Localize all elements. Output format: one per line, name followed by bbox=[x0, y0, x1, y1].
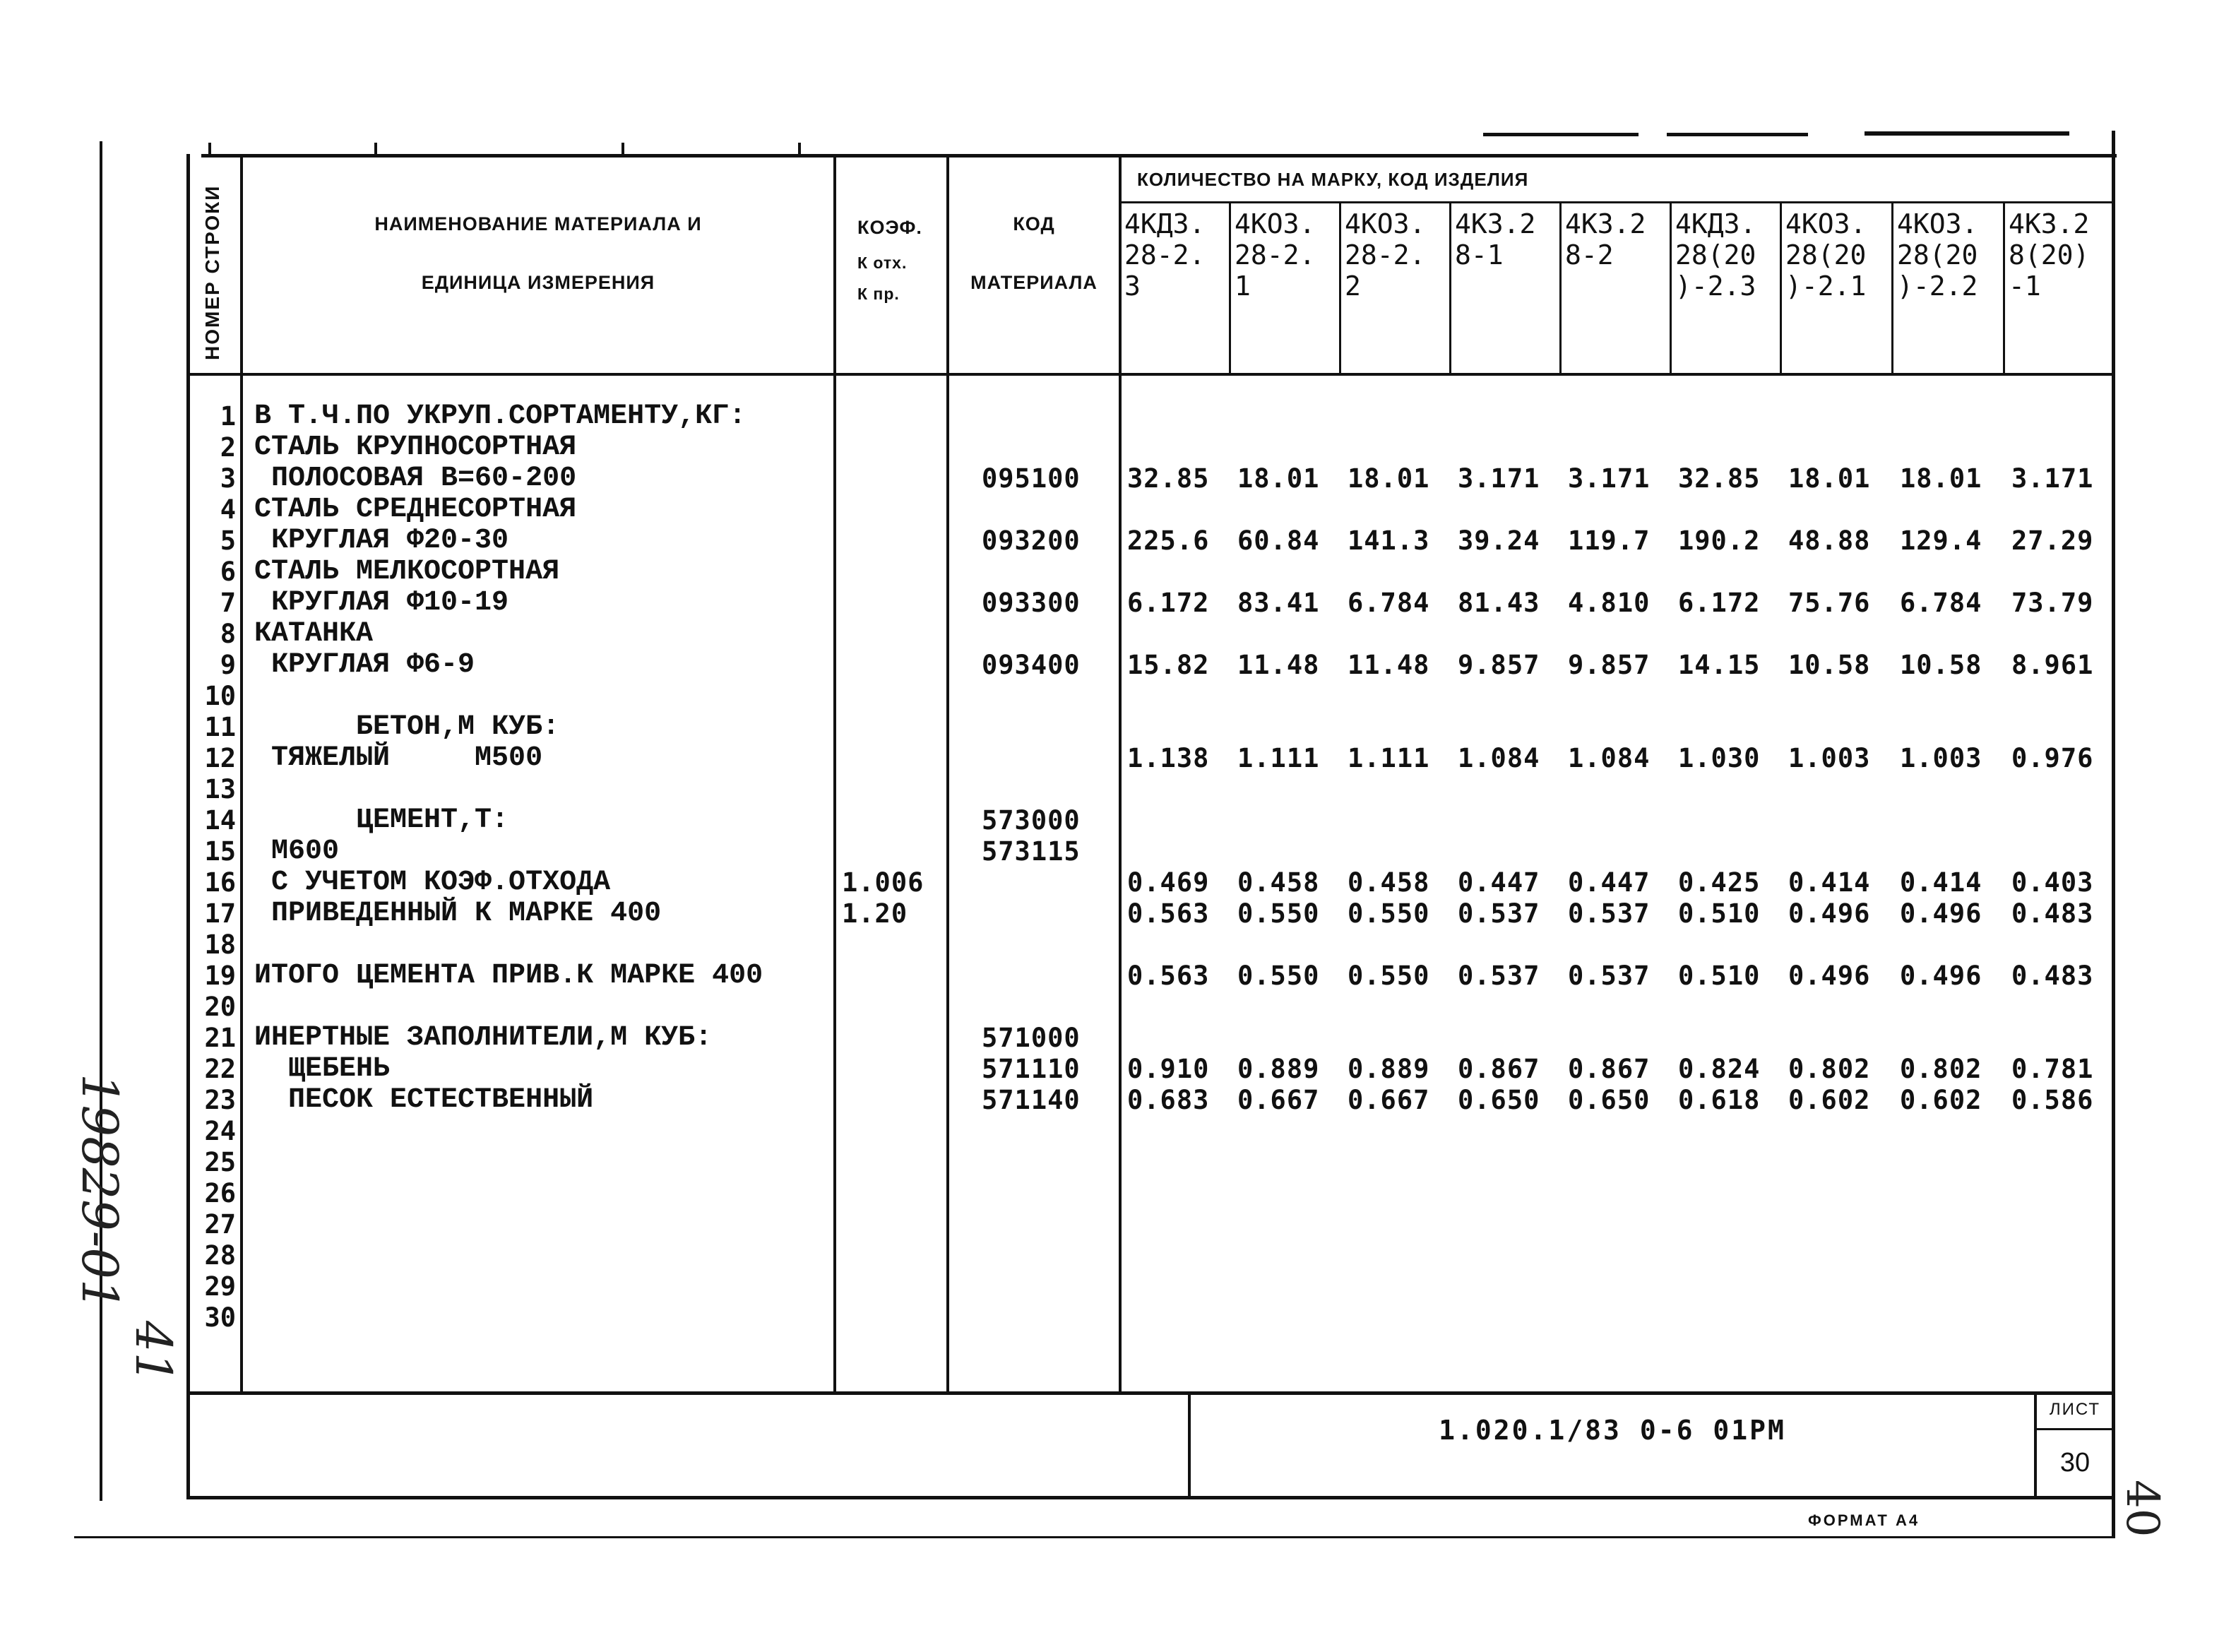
col-sep-mark-4 bbox=[1449, 203, 1451, 374]
mark-header: 4КОЗ. 28-2. 1 bbox=[1235, 208, 1316, 302]
material-name: КАТАНКА bbox=[254, 618, 374, 650]
quantity-cell: 18.01 bbox=[1900, 463, 1982, 494]
material-code: 573115 bbox=[982, 836, 1081, 867]
quantity-cell: 0.447 bbox=[1458, 867, 1540, 898]
material-code: 093400 bbox=[982, 650, 1081, 680]
material-header-line1: НАИМЕНОВАНИЕ МАТЕРИАЛА И bbox=[374, 213, 702, 234]
top-tick bbox=[374, 143, 377, 155]
row-number: 9 bbox=[220, 650, 236, 680]
material-name: СТАЛЬ СРЕДНЕСОРТНАЯ bbox=[254, 494, 577, 525]
coef-header-line2: К отх. bbox=[857, 254, 908, 273]
row-number: 28 bbox=[204, 1240, 236, 1271]
quantity-cell: 18.01 bbox=[1237, 463, 1320, 494]
quantity-cell: 32.85 bbox=[1127, 463, 1210, 494]
material-code: 571140 bbox=[982, 1085, 1081, 1115]
quantity-cell: 3.171 bbox=[1458, 463, 1540, 494]
quantity-cell: 1.084 bbox=[1458, 743, 1540, 773]
material-name: КРУГЛАЯ Ф10-19 bbox=[254, 587, 509, 619]
quantity-cell: 10.58 bbox=[1788, 650, 1871, 680]
quantity-cell: 81.43 bbox=[1458, 588, 1540, 618]
col-sep-mark-7 bbox=[1780, 203, 1782, 374]
material-name: ТЯЖЕЛЫЙ М500 bbox=[254, 742, 543, 774]
quantity-cell: 14.15 bbox=[1678, 650, 1761, 680]
quantity-cell: 0.824 bbox=[1678, 1054, 1761, 1084]
row-number: 22 bbox=[204, 1054, 236, 1084]
quantity-cell: 0.483 bbox=[2011, 898, 2094, 929]
material-header bbox=[243, 212, 833, 295]
material-name: КРУГЛАЯ Ф6-9 bbox=[254, 649, 475, 681]
table-left-border bbox=[186, 154, 190, 1496]
sheet-label: ЛИСТ bbox=[2049, 1400, 2101, 1419]
mark-header: 4КОЗ. 28(20 )-2.1 bbox=[1785, 208, 1867, 302]
row-number: 11 bbox=[204, 712, 236, 742]
quantity-cell: 0.469 bbox=[1127, 867, 1210, 898]
quantity-cell: 0.683 bbox=[1127, 1085, 1210, 1115]
mark-header: 4КДЗ. 28-2. 3 bbox=[1124, 208, 1206, 302]
row-number: 14 bbox=[204, 805, 236, 836]
col-sep-material bbox=[833, 157, 836, 1393]
top-tick bbox=[208, 143, 211, 155]
mark-header: 4КЗ.2 8-1 bbox=[1455, 208, 1536, 271]
row-number: 27 bbox=[204, 1209, 236, 1240]
material-name: СТАЛЬ МЕЛКОСОРТНАЯ bbox=[254, 556, 560, 588]
quantity-cell: 60.84 bbox=[1237, 525, 1320, 556]
quantity-cell: 3.171 bbox=[2011, 463, 2094, 494]
quantity-cell: 0.889 bbox=[1348, 1054, 1430, 1084]
col-sep-mark-8 bbox=[1891, 203, 1893, 374]
page-handwritten: 41 bbox=[124, 1321, 182, 1384]
quantity-cell: 0.802 bbox=[1788, 1054, 1871, 1084]
material-name: ЦЕМЕНТ,Т: bbox=[254, 804, 509, 836]
row-number: 18 bbox=[204, 929, 236, 960]
mark-header: 4КДЗ. 28(20 )-2.3 bbox=[1675, 208, 1756, 302]
waste-coefficient: 1.20 bbox=[842, 898, 908, 929]
table-bottom-border bbox=[186, 1391, 2115, 1395]
quantity-cell: 0.414 bbox=[1788, 867, 1871, 898]
material-name: ПЕСОК ЕСТЕСТВЕННЫЙ bbox=[254, 1084, 594, 1116]
row-number: 5 bbox=[220, 525, 236, 556]
col-sep-mark-6 bbox=[1670, 203, 1672, 374]
quantity-cell: 119.7 bbox=[1568, 525, 1651, 556]
material-name: БЕТОН,М КУБ: bbox=[254, 711, 560, 743]
row-number: 26 bbox=[204, 1178, 236, 1208]
quantity-cell: 39.24 bbox=[1458, 525, 1540, 556]
top-stamp-mark bbox=[1865, 131, 2069, 136]
quantity-cell: 48.88 bbox=[1788, 525, 1871, 556]
quantity-cell: 0.563 bbox=[1127, 898, 1210, 929]
quantity-cell: 0.563 bbox=[1127, 961, 1210, 991]
quantity-cell: 18.01 bbox=[1788, 463, 1871, 494]
material-name: В Т.Ч.ПО УКРУП.СОРТАМЕНТУ,КГ: bbox=[254, 400, 747, 432]
quantity-cell: 0.537 bbox=[1568, 961, 1651, 991]
row-number: 13 bbox=[204, 774, 236, 804]
quantity-cell: 1.003 bbox=[1900, 743, 1982, 773]
material-name: ИНЕРТНЫЕ ЗАПОЛНИТЕЛИ,М КУБ: bbox=[254, 1022, 713, 1054]
quantity-cell: 32.85 bbox=[1678, 463, 1761, 494]
material-code: 571000 bbox=[982, 1023, 1081, 1053]
qty-title-underline bbox=[1122, 201, 2114, 203]
quantity-cell: 0.414 bbox=[1900, 867, 1982, 898]
quantity-cell: 0.602 bbox=[1788, 1085, 1871, 1115]
quantity-cell: 0.602 bbox=[1900, 1085, 1982, 1115]
row-number: 4 bbox=[220, 494, 236, 525]
quantity-cell: 11.48 bbox=[1348, 650, 1430, 680]
material-code: 571110 bbox=[982, 1054, 1081, 1084]
quantity-cell: 0.889 bbox=[1237, 1054, 1320, 1084]
row-number: 3 bbox=[220, 463, 236, 494]
col-sep-rowno bbox=[240, 157, 243, 1393]
material-name: М600 bbox=[254, 836, 340, 867]
material-name: С УЧЕТОМ КОЭФ.ОТХОДА bbox=[254, 867, 611, 898]
row-number: 1 bbox=[220, 401, 236, 432]
quantity-cell: 9.857 bbox=[1568, 650, 1651, 680]
quantity-cell: 0.537 bbox=[1458, 961, 1540, 991]
row-number: 29 bbox=[204, 1271, 236, 1302]
quantity-cell: 8.961 bbox=[2011, 650, 2094, 680]
quantity-cell: 0.781 bbox=[2011, 1054, 2094, 1084]
sheet-box-mid bbox=[2034, 1428, 2113, 1430]
page-number-right: 40 bbox=[2116, 1480, 2168, 1538]
quantity-cell: 0.618 bbox=[1678, 1085, 1761, 1115]
quantity-cell: 1.111 bbox=[1348, 743, 1430, 773]
quantity-cell: 0.403 bbox=[2011, 867, 2094, 898]
table-top-border bbox=[201, 154, 2117, 158]
quantity-cell: 0.496 bbox=[1900, 961, 1982, 991]
mark-header: 4КОЗ. 28(20 )-2.2 bbox=[1897, 208, 1978, 302]
quantity-cell: 0.510 bbox=[1678, 898, 1761, 929]
quantity-cell: 0.550 bbox=[1348, 898, 1430, 929]
row-number: 7 bbox=[220, 588, 236, 618]
quantity-cell: 1.003 bbox=[1788, 743, 1871, 773]
quantity-cell: 15.82 bbox=[1127, 650, 1210, 680]
quantity-cell: 0.496 bbox=[1788, 961, 1871, 991]
quantity-cell: 0.458 bbox=[1237, 867, 1320, 898]
quantity-cell: 6.172 bbox=[1127, 588, 1210, 618]
quantity-cell: 0.550 bbox=[1237, 898, 1320, 929]
quantity-cell: 190.2 bbox=[1678, 525, 1761, 556]
row-number: 21 bbox=[204, 1023, 236, 1053]
material-name: ПРИВЕДЕННЫЙ К МАРКЕ 400 bbox=[254, 898, 662, 929]
top-stamp-mark bbox=[1483, 133, 1639, 136]
material-header-line2: ЕДИНИЦА ИЗМЕРЕНИЯ bbox=[421, 272, 655, 294]
quantity-cell: 0.550 bbox=[1348, 961, 1430, 991]
mark-header: 4КЗ.2 8-2 bbox=[1565, 208, 1646, 271]
row-number: 15 bbox=[204, 836, 236, 867]
quantity-cell: 0.550 bbox=[1237, 961, 1320, 991]
quantity-cell: 6.784 bbox=[1348, 588, 1430, 618]
row-number: 20 bbox=[204, 992, 236, 1022]
coef-header bbox=[836, 215, 946, 305]
row-number: 24 bbox=[204, 1116, 236, 1146]
quantity-cell: 0.458 bbox=[1348, 867, 1430, 898]
material-name: ЩЕБЕНЬ bbox=[254, 1053, 391, 1085]
quantity-cell: 0.447 bbox=[1568, 867, 1651, 898]
code-header-line2: МАТЕРИАЛА bbox=[970, 272, 1098, 294]
col-sep-code bbox=[1119, 157, 1122, 1393]
material-name: СТАЛЬ КРУПНОСОРТНАЯ bbox=[254, 432, 577, 463]
quantity-cell: 75.76 bbox=[1788, 588, 1871, 618]
quantity-cell: 18.01 bbox=[1348, 463, 1430, 494]
top-tick bbox=[622, 143, 624, 155]
quantity-cell: 1.138 bbox=[1127, 743, 1210, 773]
row-number: 16 bbox=[204, 867, 236, 898]
quantity-cell: 0.510 bbox=[1678, 961, 1761, 991]
row-number: 23 bbox=[204, 1085, 236, 1115]
document-code: 1.020.1/83 0-6 01РМ bbox=[1439, 1415, 1786, 1446]
quantity-cell: 6.784 bbox=[1900, 588, 1982, 618]
material-name: КРУГЛАЯ Ф20-30 bbox=[254, 525, 509, 557]
mark-header: 4КЗ.2 8(20) -1 bbox=[2009, 208, 2090, 302]
quantity-cell: 0.483 bbox=[2011, 961, 2094, 991]
row-number: 12 bbox=[204, 743, 236, 773]
quantity-cell: 0.802 bbox=[1900, 1054, 1982, 1084]
sheet-number: 30 bbox=[2059, 1448, 2091, 1478]
quantity-cell: 0.667 bbox=[1348, 1085, 1430, 1115]
format-label: ФОРМАТ А4 bbox=[1808, 1511, 1920, 1529]
row-number: 17 bbox=[204, 898, 236, 929]
col-sep-mark-3 bbox=[1339, 203, 1341, 374]
quantity-cell: 0.537 bbox=[1458, 898, 1540, 929]
material-code: 095100 bbox=[982, 463, 1081, 494]
material-code: 573000 bbox=[982, 805, 1081, 836]
coef-header-line3: К пр. bbox=[857, 284, 900, 303]
qty-header: КОЛИЧЕСТВО НА МАРКУ, КОД ИЗДЕЛИЯ bbox=[1137, 169, 1529, 190]
material-name: ПОЛОСОВАЯ В=60-200 bbox=[254, 463, 577, 494]
quantity-cell: 0.976 bbox=[2011, 743, 2094, 773]
coef-header-line1: КОЭФ. bbox=[857, 217, 922, 238]
quantity-cell: 4.810 bbox=[1568, 588, 1651, 618]
quantity-cell: 0.910 bbox=[1127, 1054, 1210, 1084]
quantity-cell: 0.650 bbox=[1458, 1085, 1540, 1115]
titleblock-bottom-border bbox=[186, 1496, 2115, 1499]
quantity-cell: 11.48 bbox=[1237, 650, 1320, 680]
quantity-cell: 0.667 bbox=[1237, 1085, 1320, 1115]
col-sep-mark-5 bbox=[1559, 203, 1562, 374]
quantity-cell: 0.537 bbox=[1568, 898, 1651, 929]
col-sep-coef bbox=[946, 157, 949, 1393]
quantity-cell: 0.867 bbox=[1568, 1054, 1651, 1084]
row-number: 2 bbox=[220, 432, 236, 463]
row-number-header: НОМЕР СТРОКИ bbox=[201, 184, 223, 360]
quantity-cell: 83.41 bbox=[1237, 588, 1320, 618]
quantity-cell: 225.6 bbox=[1127, 525, 1210, 556]
quantity-cell: 0.425 bbox=[1678, 867, 1761, 898]
code-header bbox=[949, 212, 1119, 295]
waste-coefficient: 1.006 bbox=[842, 867, 924, 898]
table-right-border bbox=[2112, 131, 2115, 1536]
quantity-cell: 9.857 bbox=[1458, 650, 1540, 680]
quantity-cell: 6.172 bbox=[1678, 588, 1761, 618]
quantity-cell: 129.4 bbox=[1900, 525, 1982, 556]
row-number: 30 bbox=[204, 1302, 236, 1333]
quantity-cell: 73.79 bbox=[2011, 588, 2094, 618]
code-header-line1: КОД bbox=[1013, 213, 1055, 234]
top-stamp-mark bbox=[1667, 133, 1808, 136]
quantity-cell: 141.3 bbox=[1348, 525, 1430, 556]
material-code: 093200 bbox=[982, 525, 1081, 556]
row-number: 6 bbox=[220, 557, 236, 587]
quantity-cell: 0.496 bbox=[1788, 898, 1871, 929]
header-bottom-border bbox=[186, 373, 2115, 376]
quantity-cell: 3.171 bbox=[1568, 463, 1651, 494]
row-number: 10 bbox=[204, 681, 236, 711]
quantity-cell: 10.58 bbox=[1900, 650, 1982, 680]
inventory-number: 19829-01 bbox=[71, 1074, 129, 1311]
col-sep-mark-2 bbox=[1229, 203, 1231, 374]
material-name: ИТОГО ЦЕМЕНТА ПРИВ.К МАРКЕ 400 bbox=[254, 960, 763, 992]
quantity-cell: 0.496 bbox=[1900, 898, 1982, 929]
quantity-cell: 27.29 bbox=[2011, 525, 2094, 556]
quantity-cell: 1.111 bbox=[1237, 743, 1320, 773]
quantity-cell: 0.586 bbox=[2011, 1085, 2094, 1115]
mark-header: 4КОЗ. 28-2. 2 bbox=[1345, 208, 1426, 302]
quantity-cell: 1.084 bbox=[1568, 743, 1651, 773]
col-sep-mark-9 bbox=[2003, 203, 2005, 374]
top-tick bbox=[798, 143, 801, 155]
row-number: 19 bbox=[204, 961, 236, 991]
material-code: 093300 bbox=[982, 588, 1081, 618]
row-number: 8 bbox=[220, 619, 236, 649]
quantity-cell: 1.030 bbox=[1678, 743, 1761, 773]
row-number: 25 bbox=[204, 1147, 236, 1177]
quantity-cell: 0.867 bbox=[1458, 1054, 1540, 1084]
quantity-cell: 0.650 bbox=[1568, 1085, 1651, 1115]
outer-bottom-border bbox=[74, 1536, 2115, 1538]
